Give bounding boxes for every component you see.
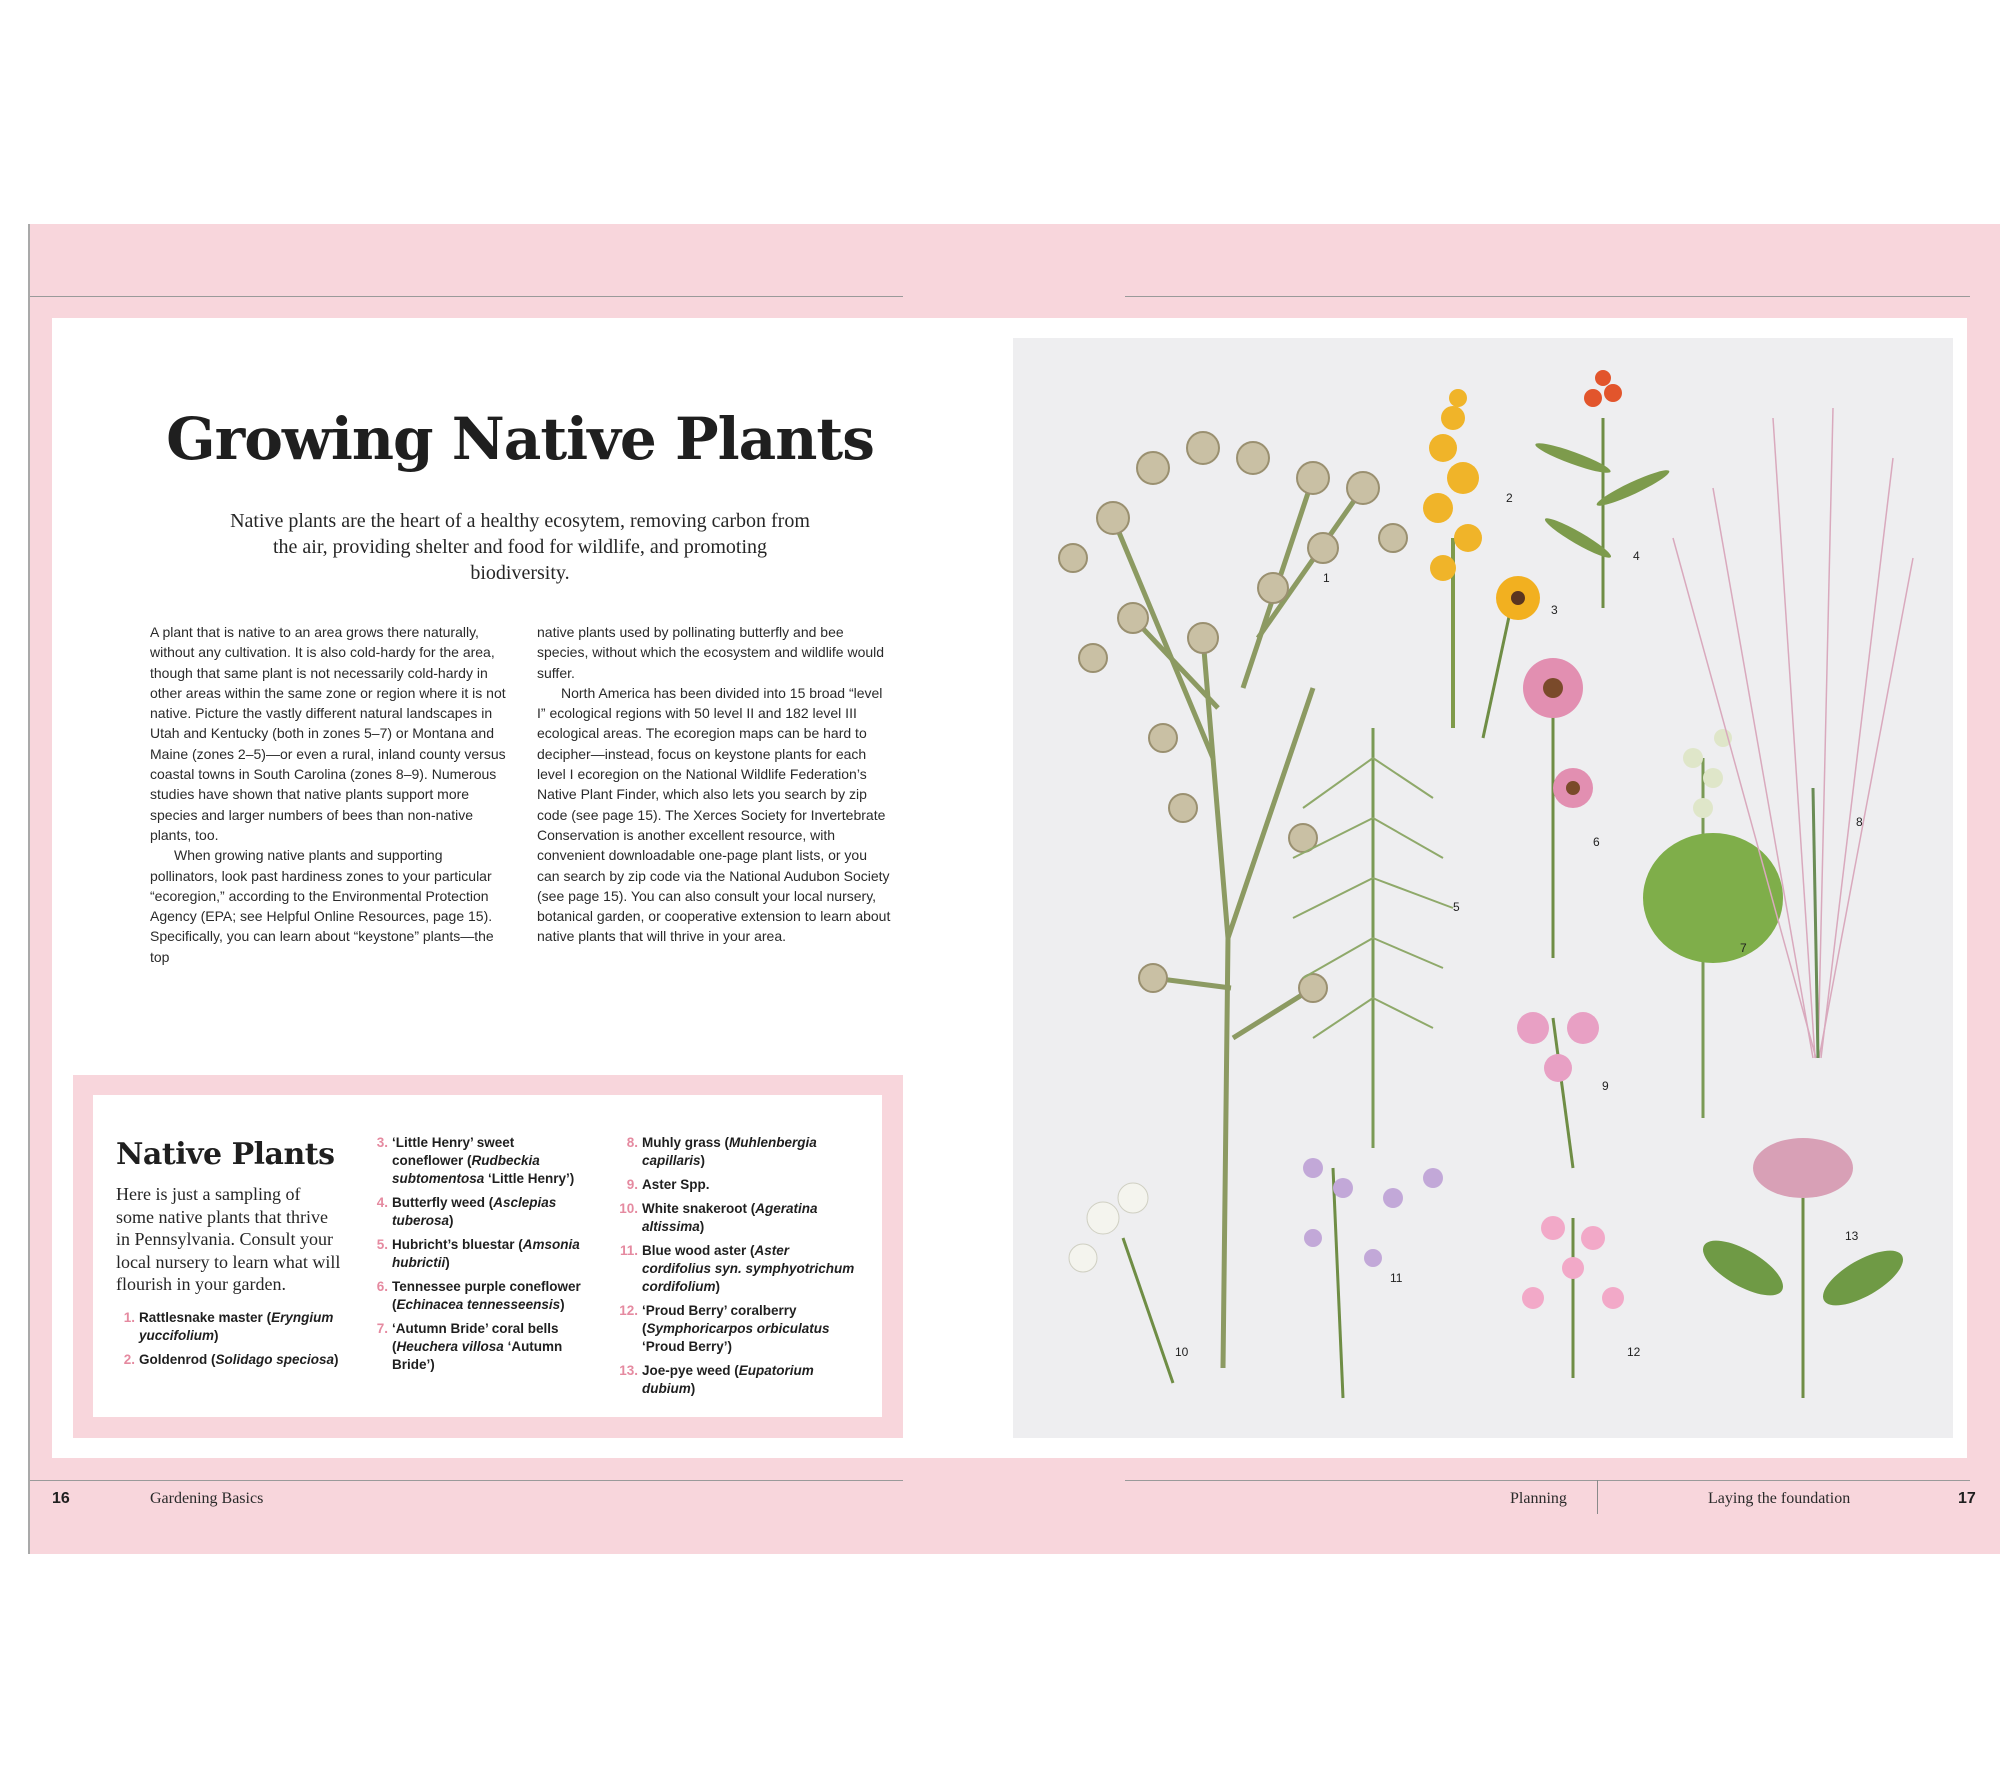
plant-scientific-name: Solidago speciosa — [215, 1352, 335, 1367]
body-paragraph: When growing native plants and supporting pollinators, look past hardiness zones to your particular “ecoregion,” according to the Environmental Protection Agency (EPA; see Helpful Online Resources, page 15). Specifically, you can learn about “keystone” plants—the top — [150, 847, 494, 965]
photo-label: 6 — [1593, 835, 1600, 849]
bottom-rule-right — [1125, 1480, 1970, 1481]
plant-scientific-name: Ageratina altissima — [642, 1201, 818, 1234]
plant-common-name: Tennessee purple coneflower ( — [392, 1279, 581, 1312]
plant-common-name: Hubricht’s bluestar ( — [392, 1237, 523, 1252]
plant-common-name: ‘Proud Berry’ coralberry ( — [642, 1303, 797, 1336]
body-paragraph: A plant that is native to an area grows there naturally, without any cultivation. It is also cold-hardy for the area, though that same plant is not necessarily cold-hardy in other areas within the same zone or region where it is not native. Picture the vastly different natural landscapes in Utah and Kentucky (both in zones 5–7) or Montana and Maine (zones 2–5)—or even a rural, inland county versus coastal towns in South Carolina (zones 8–9). Numerous studies have shown that native plants support more species and larger numbers of bees than non-native plants, too. — [150, 624, 506, 843]
plant-number: 4. — [376, 1195, 388, 1210]
plant-common-name: Butterfly weed ( — [392, 1195, 494, 1210]
plant-common-name: Goldenrod ( — [139, 1352, 216, 1367]
plant-scientific-name: Heuchera villosa — [396, 1339, 504, 1354]
page-number-left: 16 — [52, 1490, 70, 1507]
plant-name-tail: ) — [690, 1381, 696, 1396]
plant-name-tail: ) — [699, 1219, 705, 1234]
plant-common-name: Joe-pye weed ( — [642, 1363, 739, 1378]
plant-list-item — [366, 1320, 588, 1374]
native-plants-sidebar — [73, 1075, 903, 1438]
photo-label: 12 — [1627, 1345, 1641, 1359]
plant-list-item — [616, 1242, 856, 1296]
plant-list-item — [616, 1134, 856, 1170]
sidebar-title: Native Plants — [116, 1137, 335, 1172]
plant-specimens-illustration — [1013, 338, 1953, 1438]
plant-name-tail: ‘Proud Berry’) — [642, 1339, 733, 1354]
bottom-rule-left — [30, 1480, 903, 1481]
sidebar-panel — [93, 1095, 882, 1417]
plant-list-item — [366, 1194, 588, 1230]
photo-label: 5 — [1453, 900, 1460, 914]
plant-common-name: White snakeroot ( — [642, 1201, 756, 1216]
native-plants-photo — [1013, 338, 1953, 1438]
top-rule-left — [30, 296, 903, 297]
plant-scientific-name: Aster cordifolius syn. symphyotrichum cordifolium — [642, 1243, 855, 1294]
plant-name-tail: ) — [214, 1328, 219, 1343]
plant-name-tail: ‘Little Henry’) — [484, 1171, 575, 1186]
plant-name-tail: ‘Autumn Bride’) — [392, 1339, 563, 1372]
plant-common-name: Blue wood aster ( — [642, 1243, 755, 1258]
plant-number: 8. — [626, 1135, 638, 1150]
plant-list-item — [616, 1302, 856, 1356]
plant-list-item — [616, 1176, 856, 1194]
intro-text: Native plants are the heart of a healthy ecosytem, removing carbon from the air, providing shelter and food for wildlife, and promoting biodiversity. — [230, 510, 810, 584]
section-title-right: Planning — [1510, 1490, 1567, 1507]
plant-number: 6. — [376, 1279, 388, 1294]
plant-common-name: Muhly grass ( — [642, 1135, 730, 1150]
section-title-left: Gardening Basics — [150, 1490, 264, 1507]
photo-label: 7 — [1740, 941, 1747, 955]
plant-name-tail: ) — [560, 1297, 565, 1312]
plant-number: 7. — [376, 1321, 388, 1336]
plant-scientific-name: Asclepias tuberosa — [392, 1195, 557, 1228]
plant-list-item — [113, 1309, 345, 1345]
photo-label: 2 — [1506, 491, 1513, 505]
plant-number: 11. — [619, 1243, 638, 1258]
body-column-1 — [150, 622, 506, 967]
sidebar-description: Here is just a sampling of some native plants that thrive in Pennsylvania. Consult your local nursery to learn what will flourish in your garden. — [116, 1184, 341, 1294]
plant-number: 10. — [619, 1201, 638, 1216]
plant-common-name: Rattlesnake master ( — [139, 1310, 272, 1325]
plant-scientific-name: Echinacea tennesseensis — [396, 1297, 561, 1312]
plant-number: 1. — [123, 1310, 135, 1325]
photo-label: 13 — [1845, 1229, 1859, 1243]
plant-list-item — [113, 1351, 345, 1369]
plant-scientific-name: Symphoricarpos orbiculatus — [646, 1321, 830, 1336]
photo-label: 11 — [1390, 1271, 1403, 1285]
plant-name-tail: ) — [449, 1213, 454, 1228]
book-gutter-edge — [28, 224, 30, 1554]
plant-scientific-name: Eryngium yuccifolium — [139, 1310, 334, 1343]
plant-number: 2. — [123, 1352, 135, 1367]
plant-name-tail: ) — [715, 1279, 720, 1294]
top-rule-right — [1125, 296, 1970, 297]
plant-name-tail: ) — [334, 1352, 339, 1367]
plant-number: 9. — [626, 1177, 638, 1192]
plant-list-item — [616, 1362, 856, 1398]
plant-list-item — [366, 1236, 588, 1272]
photo-label: 1 — [1323, 571, 1330, 585]
plant-number: 5. — [376, 1237, 388, 1252]
photo-label: 3 — [1551, 603, 1558, 617]
plant-common-name: ‘Little Henry’ sweet coneflower ( — [392, 1135, 515, 1168]
photo-label: 10 — [1175, 1345, 1189, 1359]
body-paragraph: North America has been divided into 15 broad “level I” ecological regions with 50 level II and 182 level III ecological areas. The ecoregion maps can be hard to decipher—instead, focus on keystone plants for each level I ecoregion on the National Wildlife Federation’s Native Plant Finder, which also lets you search by zip code (see page 15). The Xerces Society for Invertebrate Conservation is another excellent resource, with convenient downloadable one-page plant lists, or you can search by zip code via the National Audubon Society (see page 15). You can also consult your local nursery, botanical garden, or cooperative extension to learn about native plants that will thrive in your area. — [537, 684, 891, 945]
chapter-title-right: Laying the foundation — [1708, 1490, 1851, 1507]
plant-name-tail: ) — [445, 1255, 450, 1270]
plant-scientific-name: Rudbeckia subtomentosa — [392, 1153, 540, 1186]
photo-label: 8 — [1856, 815, 1863, 829]
plant-common-name: ‘Autumn Bride’ coral bells ( — [392, 1321, 559, 1354]
plant-list-col-3 — [616, 1134, 856, 1404]
plant-name-tail: ) — [700, 1153, 706, 1168]
page-number-right: 17 — [1958, 1490, 1976, 1507]
plant-list-item — [366, 1134, 588, 1188]
photo-label: 9 — [1602, 1079, 1609, 1093]
plant-number: 3. — [376, 1135, 388, 1150]
body-column-2 — [537, 622, 893, 947]
plant-list-col-2 — [366, 1134, 588, 1380]
plant-number: 12. — [619, 1303, 638, 1318]
body-paragraph: native plants used by pollinating butterfly and bee species, without which the ecosystem and wildlife would suffer. — [537, 624, 885, 681]
plant-list-col-1 — [113, 1309, 345, 1375]
photo-label: 4 — [1633, 549, 1640, 563]
plant-list-item — [366, 1278, 588, 1314]
footer-divider — [1597, 1480, 1598, 1514]
plant-scientific-name: Eupatorium dubium — [642, 1363, 814, 1396]
page-title: Growing Native Plants — [166, 405, 874, 473]
plant-list-item — [616, 1200, 856, 1236]
plant-scientific-name: Muhlenbergia capillaris — [642, 1135, 817, 1168]
plant-number: 13. — [619, 1363, 638, 1378]
plant-scientific-name: Amsonia hubrictii — [392, 1237, 580, 1270]
plant-common-name: Aster Spp. — [642, 1177, 710, 1192]
